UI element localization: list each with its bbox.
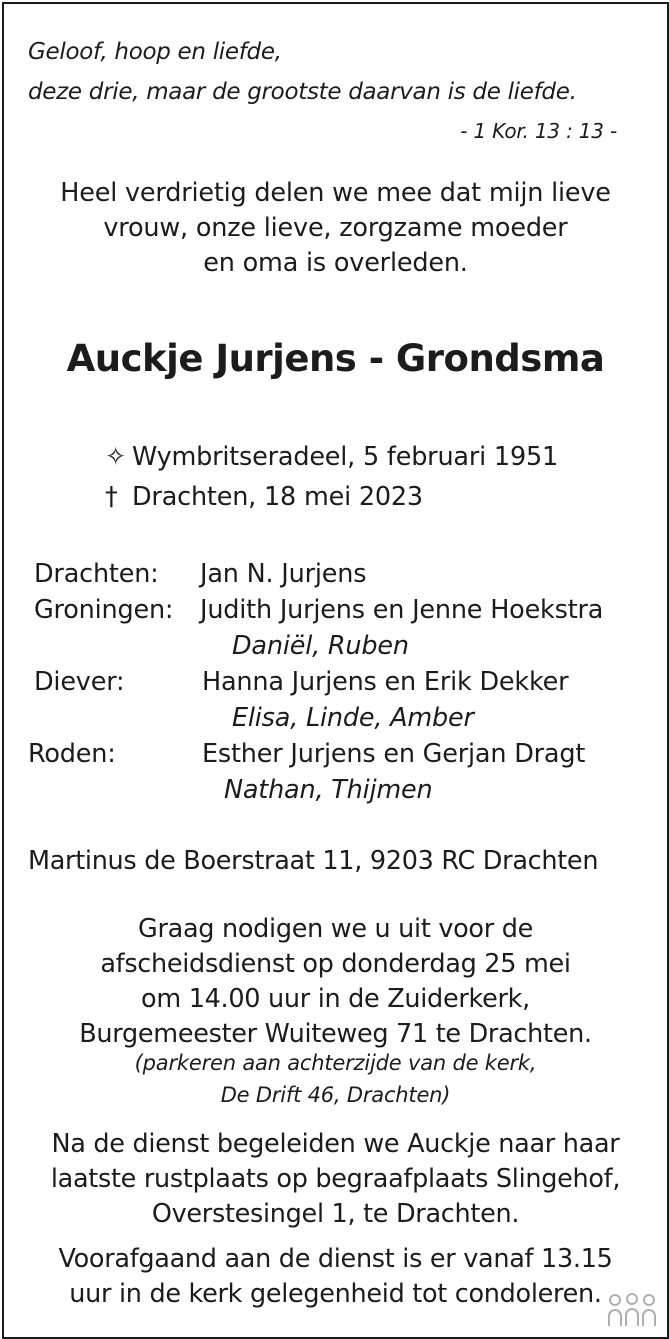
- invitation-line-2: afscheidsdienst op donderdag 25 mei: [100, 949, 571, 979]
- verse-reference: - 1 Kor. 13 : 13 -: [460, 119, 617, 143]
- family-grandchildren: Elisa, Linde, Amber: [232, 703, 474, 733]
- condolence-info: [4, 1242, 667, 1312]
- family-names: Hanna Jurjens en Erik Dekker: [202, 667, 569, 697]
- death-line: [105, 482, 423, 512]
- announcement-line-1: Heel verdrietig delen we mee dat mijn lieve: [60, 178, 611, 208]
- announcement-line-2: vrouw, onze lieve, zorgzame moeder: [103, 213, 568, 243]
- invitation-line-3: om 14.00 uur in de Zuiderkerk,: [141, 984, 530, 1014]
- burial-info: [4, 1127, 667, 1232]
- family-grandchildren: Daniël, Ruben: [232, 631, 409, 661]
- parking-note-2: De Drift 46, Drachten): [220, 1083, 451, 1107]
- deceased-name: Auckje Jurjens - Grondsma: [66, 337, 605, 380]
- burial-line-1: Na de dienst begeleiden we Auckje naar haar: [51, 1129, 620, 1159]
- death-cross-icon: †: [105, 482, 118, 512]
- family-place: Diever:: [34, 667, 125, 697]
- family-names: Jan N. Jurjens: [200, 559, 367, 589]
- burial-line-2: laatste rustplaats op begraafplaats Slingehof,: [50, 1164, 621, 1194]
- condolence-line-2: uur in de kerk gelegenheid tot condoleren.: [69, 1279, 602, 1309]
- birth-star-icon: ✧: [105, 442, 127, 472]
- invitation-line-1: Graag nodigen we u uit voor de: [138, 914, 533, 944]
- address: Martinus de Boerstraat 11, 9203 RC Drachten: [28, 846, 599, 876]
- announcement-text: [4, 176, 667, 281]
- family-names: Judith Jurjens en Jenne Hoekstra: [200, 595, 604, 625]
- verse-line-2: deze drie, maar de grootste daarvan is de liefde.: [28, 79, 577, 105]
- death-notice: [2, 2, 669, 1339]
- birth-date: Wymbritseradeel, 5 februari 1951: [132, 442, 559, 472]
- burial-line-3: Overstesingel 1, te Drachten.: [151, 1199, 520, 1229]
- people-group-icon: [607, 1292, 657, 1328]
- family-place: Roden:: [28, 739, 116, 769]
- invitation-line-4: Burgemeester Wuiteweg 71 te Drachten.: [79, 1019, 592, 1049]
- verse-line-1: Geloof, hoop en liefde,: [28, 39, 282, 65]
- family-grandchildren: Nathan, Thijmen: [224, 775, 433, 805]
- family-place: Drachten:: [34, 559, 159, 589]
- death-date: Drachten, 18 mei 2023: [132, 482, 423, 512]
- birth-line: [105, 442, 558, 472]
- parking-note-1: (parkeren aan achterzijde van de kerk,: [134, 1051, 537, 1075]
- condolence-line-1: Voorafgaand aan de dienst is er vanaf 13.15: [58, 1244, 613, 1274]
- family-place: Groningen:: [34, 595, 174, 625]
- service-invitation: [4, 912, 667, 1052]
- announcement-line-3: en oma is overleden.: [203, 248, 468, 278]
- family-names: Esther Jurjens en Gerjan Dragt: [202, 739, 586, 769]
